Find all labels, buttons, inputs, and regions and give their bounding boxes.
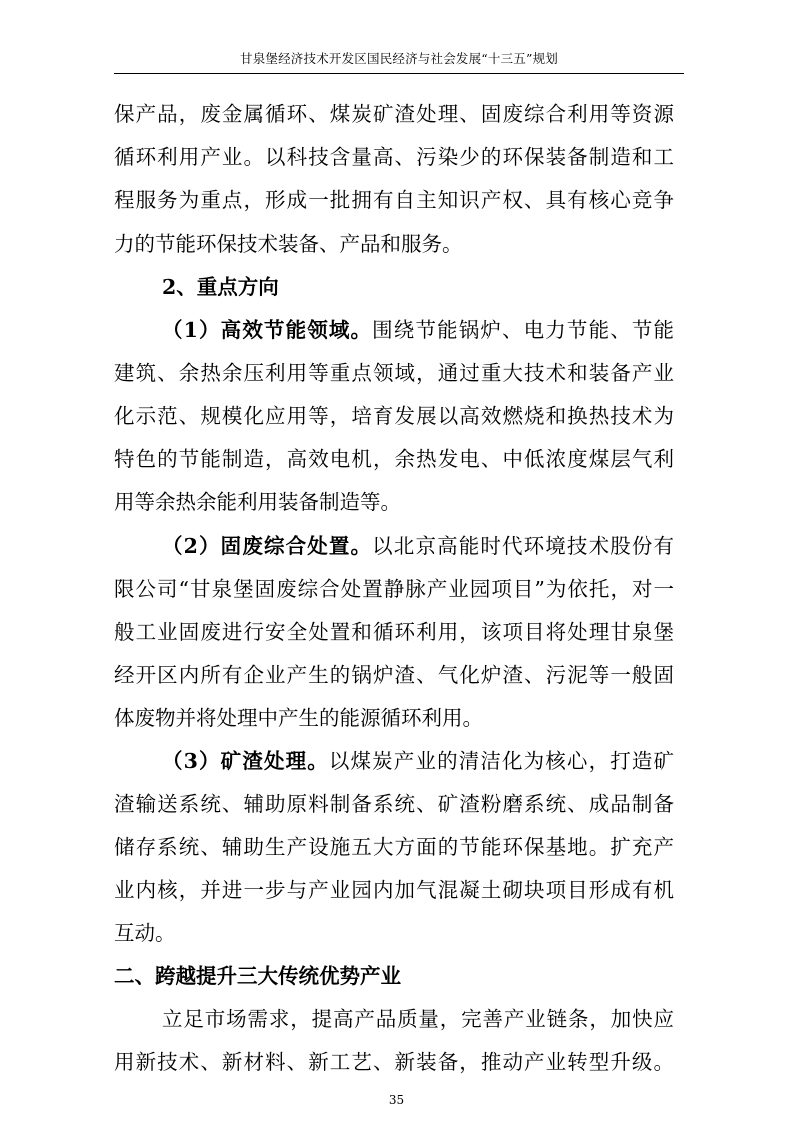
item-title: （2）固废综合处置。 [162,534,373,558]
body-line: 经开区内所有企业产生的锅炉渣、气化炉渣、污泥等一般固 [114,663,674,687]
body-line: 化示范、规模化应用等，培育发展以高效燃烧和换热技术为 [114,404,674,428]
item-text: 以北京高能时代环境技术股份有 [372,534,674,558]
body-line: 保产品，废金属循环、煤炭矿渣处理、固废综合利用等资源 [114,102,674,126]
body-line: 般工业固废进行安全处置和循环利用，该项目将处理甘泉堡 [114,620,674,644]
section-heading: 2、重点方向 [162,275,279,299]
body-line: 限公司“甘泉堡固废综合处置静脉产业园项目”为依托，对一 [114,577,674,601]
body-line: 立足市场需求，提高产品质量，完善产业链条，加快应 [162,1007,674,1031]
body-line: 程服务为重点，形成一批拥有自主知识产权、具有核心竞争 [114,188,674,212]
running-header: 甘泉堡经济技术开发区国民经济与社会发展“十三五”规划 [240,51,558,66]
body-line: 体废物并将处理中产生的能源循环利用。 [114,706,483,730]
item-title: （3）矿渣处理。 [162,749,329,773]
page-number: 35 [388,1093,405,1107]
item-text: 围绕节能锅炉、电力节能、节能 [372,318,674,342]
item-first-line [162,531,674,561]
body-line: 互动。 [114,921,176,945]
body-line: 用新技术、新材料、新工艺、新装备，推动产业转型升级。 [114,1050,674,1074]
item-first-line [162,746,674,776]
item-text: 以煤炭产业的清洁化为核心，打造矿 [328,749,674,773]
chapter-heading: 二、跨越提升三大传统优势产业 [114,964,401,988]
item-first-line [162,315,674,345]
body-line: 渣输送系统、辅助原料制备系统、矿渣粉磨系统、成品制备 [114,792,674,816]
body-line: 业内核，并进一步与产业园内加气混凝土砌块项目形成有机 [114,878,674,902]
body-line: 特色的节能制造，高效电机，余热发电、中低浓度煤层气利 [114,447,674,471]
body-line: 储存系统、辅助生产设施五大方面的节能环保基地。扩充产 [114,835,674,859]
item-title: （1）高效节能领域。 [162,318,373,342]
body-line: 用等余热余能利用装备制造等。 [114,490,401,514]
body-line: 循环利用产业。以科技含量高、污染少的环保装备制造和工 [114,145,674,169]
body-line: 力的节能环保技术装备、产品和服务。 [114,232,463,256]
header-rule [114,73,684,74]
body-line: 建筑、余热余压利用等重点领域，通过重大技术和装备产业 [114,361,674,385]
